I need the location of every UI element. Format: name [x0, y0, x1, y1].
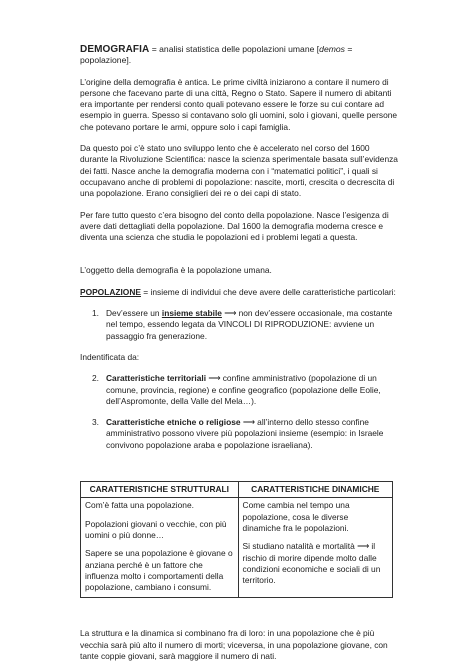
- item1-prefix: Dev’essere un: [106, 308, 162, 319]
- structural-cell: [81, 498, 239, 598]
- title-term: DEMOGRAFIA: [80, 44, 150, 55]
- header-dynamic: CARATTERISTICHE DINAMICHE: [238, 482, 392, 498]
- popolazione-term: POPOLAZIONE: [80, 286, 141, 297]
- object-line: L’oggetto della demografia è la popolazione umana.: [80, 265, 272, 276]
- item1-bold: insieme stabile: [161, 308, 222, 319]
- title-def-suffix: = popolazione].: [80, 44, 353, 66]
- item2-bold: Caratteristiche territoriali: [106, 373, 207, 384]
- item1-text: ⟶ non dev’essere occasionale, ma costante nel tempo, essendo legata da VINCOLI DI RIPRODUZIONE: avviene un passaggio fra generazione.: [106, 308, 393, 341]
- popolazione-definition: [80, 287, 398, 298]
- paragraph-origin: L’origine della demografia è antica. Le prime civiltà iniziarono a contare il numero di persone che facevano parte di una città, Regno o Stato. Sapere il numero di abitanti era importante per rendersi conto quali potevano essere le forze su cui contare ad esempio in guerra. Spesso si contavano solo gli uomini, solo i giovani, quelle persone che potevano portare le armi, oppure solo i capi famiglia.: [80, 76, 398, 132]
- table-row: [81, 498, 393, 598]
- table-header-row: [81, 482, 393, 498]
- title-def-prefix: = analisi statistica delle popolazioni umane [: [149, 44, 320, 54]
- popolazione-def: = insieme di individui che deve avere delle caratteristiche particolari:: [140, 286, 396, 297]
- characteristics-list-a: [80, 308, 398, 342]
- header-structural: CARATTERISTICHE STRUTTURALI: [81, 482, 239, 498]
- dynamic-text: Si studiano natalità e mortalità ⟶ il rischio di morire dipende molto dalle condizioni economiche e sociali di un territorio.: [242, 541, 381, 586]
- structural-text: Popolazioni giovani o vecchie, con più uomini o più donne…: [85, 518, 227, 540]
- title-definition: [80, 44, 398, 67]
- closing-paragraph: La struttura e la dinamica si combinano fra di loro: in una popolazione che è più vecchia sarà più alto il numero di morti; viceversa, in una popolazione giovane, con tante coppie giovani, sarà maggiore il numero di nati.: [80, 628, 388, 661]
- item3-text: ⟶ all’interno dello stesso confine amministrativo possono vivere più popolazioni insieme (esempio: in Israele convivono popolazione araba e popolazione israeliana).: [106, 417, 384, 450]
- title-def-italic: demos: [319, 44, 345, 54]
- identified-label: Indentificata da:: [80, 351, 140, 362]
- item3-bold: Caratteristiche etniche o religiose: [106, 417, 241, 428]
- list-number: 2.: [92, 373, 99, 384]
- dynamic-cell: [238, 498, 392, 598]
- list-item: [80, 417, 398, 451]
- document-page: [80, 44, 398, 662]
- paragraph-need: Per fare tutto questo c’era bisogno del conto della popolazione. Nasce l’esigenza di avere dati dettagliati della popolazione. Dal 1600 la demografia moderna cresce e diventa una scienza che studia le popolazioni ed i problemi legati a questa.: [80, 209, 389, 243]
- characteristics-table: [80, 481, 393, 598]
- paragraph-development: Da questo poi c’è stato uno sviluppo lento che è accelerato nel corso del 1600 durante la Rivoluzione Scientifica: nasce la scienza sperimentale basata sull’evidenza dei fatti. Nasce anche la demografia moderna con i “matematici politici”, i quali si occupavano anche di problemi di popolazione: nascite, morti, crescita o decrescita di una popolazione. Erano consiglieri dei re o dei capi di stato.: [80, 143, 398, 199]
- list-item: [80, 373, 398, 407]
- list-number: 3.: [92, 417, 99, 428]
- structural-text: Com’è fatta una popolazione.: [85, 500, 194, 511]
- structural-text: Sapere se una popolazione è giovane o anziana perché è un fattore che influenza molto i comportamenti della popolazione, cambiano i consumi.: [85, 548, 233, 593]
- characteristics-list-b: [80, 373, 398, 451]
- item2-text: ⟶ confine amministrativo (popolazione di un comune, provincia, regione) e confine geografico (popolazione delle Eolie, dell’Aspromonte, della Valle del Mela…).: [106, 373, 381, 406]
- list-item: [80, 308, 398, 342]
- list-number: 1.: [92, 308, 99, 319]
- dynamic-text: Come cambia nel tempo una popolazione, cosa le diverse dinamiche fra le popolazioni.: [242, 500, 350, 533]
